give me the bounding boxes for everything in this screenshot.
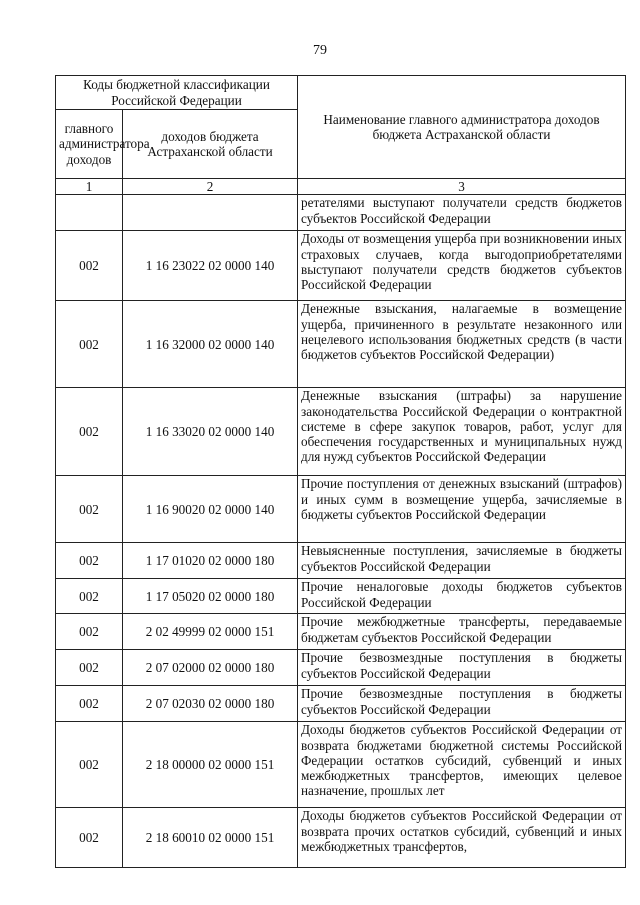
row-admin-code: 002 xyxy=(56,231,123,301)
row-name: Доходы бюджетов субъектов Российской Федерации от возврата прочих остатков субсидий, субвенций и иных межбюджетных трансфертов, xyxy=(298,808,626,868)
table-row xyxy=(56,650,626,686)
row-income-code: 2 07 02030 02 0000 180 xyxy=(123,686,298,722)
table-row xyxy=(56,686,626,722)
table-row xyxy=(56,231,626,301)
row-admin-code: 002 xyxy=(56,722,123,808)
row-admin-code: 002 xyxy=(56,579,123,614)
header-admin: главного администратора доходов xyxy=(56,110,123,179)
row-income-code: 2 18 00000 02 0000 151 xyxy=(123,722,298,808)
header-name: Наименование главного администратора доходов бюджета Астраханской области xyxy=(298,76,626,179)
row-name: Денежные взыскания (штрафы) за нарушение законодательства Российской Федерации о контрактной системе в сфере закупок товаров, работ, услуг для обеспечения государственных и муниципальных нужд для нужд субъектов Российской Федерации xyxy=(298,388,626,476)
row-name: Невыясненные поступления, зачисляемые в бюджеты субъектов Российской Федерации xyxy=(298,543,626,579)
header-row-group xyxy=(56,76,626,110)
table-row xyxy=(56,476,626,543)
row-income-code: 1 16 32000 02 0000 140 xyxy=(123,301,298,388)
row-income-code: 1 17 05020 02 0000 180 xyxy=(123,579,298,614)
row-name: Прочие поступления от денежных взысканий (штрафов) и иных сумм в возмещение ущерба, зачисляемые в бюджеты субъектов Российской Федерации xyxy=(298,476,626,543)
row-name: Прочие безвозмездные поступления в бюджеты субъектов Российской Федерации xyxy=(298,686,626,722)
table-row xyxy=(56,388,626,476)
table-row xyxy=(56,195,626,231)
row-name: Прочие безвозмездные поступления в бюджеты субъектов Российской Федерации xyxy=(298,650,626,686)
row-admin-code: 002 xyxy=(56,543,123,579)
header-num-1: 1 xyxy=(56,179,123,195)
row-name: Прочие межбюджетные трансферты, передаваемые бюджетам субъектов Российской Федерации xyxy=(298,614,626,650)
row-name: Доходы бюджетов субъектов Российской Федерации от возврата бюджетами бюджетной системы Российской Федерации остатков субсидий, субвенций и иных межбюджетных трансфертов, имеющих целевое назначение, прошлых лет xyxy=(298,722,626,808)
row-income-code: 1 16 33020 02 0000 140 xyxy=(123,388,298,476)
row-name: Прочие неналоговые доходы бюджетов субъектов Российской Федерации xyxy=(298,579,626,614)
table-row xyxy=(56,808,626,868)
row-admin-code: 002 xyxy=(56,388,123,476)
row-admin-code: 002 xyxy=(56,476,123,543)
header-codes-group: Коды бюджетной классификации Российской Федерации xyxy=(56,76,298,110)
row-name: Доходы от возмещения ущерба при возникновении иных страховых случаев, когда выгодоприобретателями выступают получатели средств бюджетов субъектов Российской Федерации xyxy=(298,231,626,301)
row-income-code: 2 18 60010 02 0000 151 xyxy=(123,808,298,868)
header-income: доходов бюджета Астраханской области xyxy=(123,110,298,179)
row-income-code: 2 02 49999 02 0000 151 xyxy=(123,614,298,650)
row-admin-code xyxy=(56,195,123,231)
table-row xyxy=(56,722,626,808)
table-row xyxy=(56,301,626,388)
row-name: Денежные взыскания, налагаемые в возмещение ущерба, причиненного в результате незаконного или нецелевого использования бюджетных средств (в части бюджетов субъектов Российской Федерации) xyxy=(298,301,626,388)
row-income-code: 1 16 90020 02 0000 140 xyxy=(123,476,298,543)
row-admin-code: 002 xyxy=(56,808,123,868)
table-row xyxy=(56,614,626,650)
row-income-code: 2 07 02000 02 0000 180 xyxy=(123,650,298,686)
row-income-code: 1 17 01020 02 0000 180 xyxy=(123,543,298,579)
budget-classification-table xyxy=(55,75,626,868)
row-admin-code: 002 xyxy=(56,614,123,650)
row-name: ретателями выступают получатели средств бюджетов субъектов Российской Федерации xyxy=(298,195,626,231)
row-income-code xyxy=(123,195,298,231)
header-num-3: 3 xyxy=(298,179,626,195)
row-admin-code: 002 xyxy=(56,686,123,722)
page-number: 79 xyxy=(313,43,327,58)
table-row xyxy=(56,579,626,614)
row-income-code: 1 16 23022 02 0000 140 xyxy=(123,231,298,301)
table-row xyxy=(56,543,626,579)
row-admin-code: 002 xyxy=(56,301,123,388)
header-row-numbers xyxy=(56,179,626,195)
header-num-2: 2 xyxy=(123,179,298,195)
row-admin-code: 002 xyxy=(56,650,123,686)
